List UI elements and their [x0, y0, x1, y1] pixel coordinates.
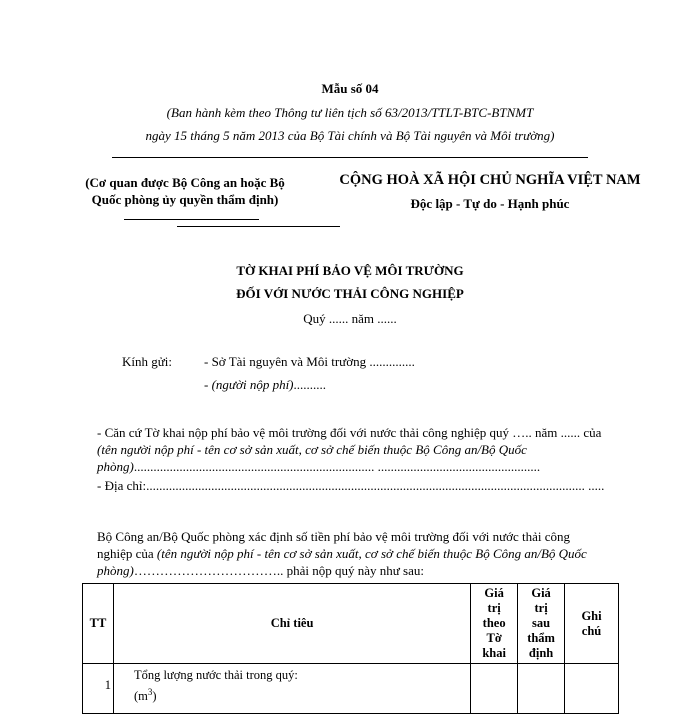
- unit-close: ): [152, 689, 157, 704]
- issuance-note-line2: ngày 15 tháng 5 năm 2013 của Bộ Tài chính và Bộ Tài nguyên và Môi trường): [145, 128, 555, 143]
- basis-paragraph-text: - Căn cứ Tờ khai nộp phí bảo vệ môi trường đối với nước thải công nghiệp quý ….. năm ...... của: [97, 425, 602, 440]
- header-declared-line: Giá: [484, 586, 504, 600]
- assessment-paragraph-placeholder: (tên người nộp phí - tên cơ sở sản xuất, cơ sở chế biến thuộc Bộ Công an/Bộ Quốc phòng): [97, 546, 587, 578]
- row-indicator: [113, 664, 470, 714]
- header-divider: [112, 157, 588, 158]
- row-declared-value[interactable]: [471, 664, 518, 714]
- form-number: Mẫu số 04: [321, 81, 379, 96]
- address-label: - Địa chỉ:: [97, 478, 147, 493]
- basis-paragraph: [97, 424, 617, 475]
- header-declared-line: khai: [482, 646, 506, 660]
- recipient-label: Kính gửi:: [122, 354, 173, 369]
- issuance-note-line1: (Ban hành kèm theo Thông tư liên tịch số 63/2013/TTLT-BTC-BTNMT: [166, 105, 534, 120]
- header-declared-line: theo: [482, 616, 506, 630]
- recipient-item-environment-dept: - Sở Tài nguyên và Môi trường ..............: [204, 354, 415, 369]
- basis-paragraph-placeholder: (tên người nộp phí - tên cơ sở sản xuất, cơ sở chế biến thuộc Bộ Công an/Bộ Quốc phòng): [97, 442, 527, 474]
- recipient-item-payer: [204, 377, 326, 393]
- nation-title: CỘNG HOÀ XÃ HỘI CHỦ NGHĨA VIỆT NAM: [339, 172, 641, 188]
- agency-note: [50, 174, 320, 208]
- row-note[interactable]: [565, 664, 619, 714]
- header-tt: TT: [83, 584, 114, 664]
- row-indicator-label: Tổng lượng nước thải trong quý:: [133, 668, 298, 682]
- recipient-item2-placeholder: (người nộp phí): [211, 377, 294, 392]
- header-assessed-line: sau: [532, 616, 551, 630]
- agency-underline-2: [177, 226, 340, 227]
- national-motto: Độc lập - Tự do - Hạnh phúc: [410, 196, 570, 211]
- header-assessed-line: trị: [534, 601, 548, 615]
- header-assessed-line: thẩm: [527, 631, 555, 645]
- assessment-paragraph-text: Bộ Công an/Bộ Quốc phòng xác định số tiền phí bảo vệ môi trường đối với nước thải công nghiệp của: [97, 529, 571, 561]
- table-row: [83, 664, 619, 714]
- unit-base: (m: [133, 689, 148, 704]
- assessment-paragraph: [97, 528, 607, 579]
- header-assessed-value: [518, 584, 565, 664]
- header-note: [565, 584, 619, 664]
- agency-note-line2: Quốc phòng ủy quyền thẩm định): [91, 192, 279, 207]
- agency-note-line1: (Cơ quan được Bộ Công an hoặc Bộ: [85, 175, 285, 190]
- row-indicator-unit: [134, 684, 464, 705]
- table-header-row: [83, 584, 619, 664]
- address-dots: ....................................................................................................................................... .....: [146, 478, 605, 493]
- declaration-title-line1: TỜ KHAI PHÍ BẢO VỆ MÔI TRƯỜNG: [236, 263, 464, 278]
- basis-paragraph-dots: .......................................................................... ..................................................: [133, 459, 541, 474]
- unit-exponent: 3: [147, 687, 153, 697]
- agency-underline-1: [124, 219, 259, 220]
- header-declared-line: trị: [487, 601, 501, 615]
- row-assessed-value[interactable]: [518, 664, 565, 714]
- address-line: [97, 477, 622, 494]
- header-assessed-line: Giá: [531, 586, 551, 600]
- header-declared-value: [471, 584, 518, 664]
- header-indicator: Chỉ tiêu: [113, 584, 470, 664]
- declaration-title-line2: ĐỐI VỚI NƯỚC THẢI CÔNG NGHIỆP: [236, 286, 464, 301]
- fee-table: [82, 583, 619, 714]
- declaration-period: Quý ...... năm ......: [303, 311, 397, 326]
- assessment-paragraph-dots: …………………………….. phải nộp quý này như sau:: [133, 563, 424, 578]
- header-assessed-line: định: [528, 646, 554, 660]
- header-note-line: chú: [581, 623, 602, 638]
- header-declared-line: Tờ: [486, 631, 502, 645]
- recipient-item2-dots: ..........: [293, 377, 327, 392]
- row-tt: 1: [83, 664, 114, 714]
- recipient-item2-prefix: -: [204, 377, 212, 392]
- header-note-line: Ghi: [581, 608, 602, 623]
